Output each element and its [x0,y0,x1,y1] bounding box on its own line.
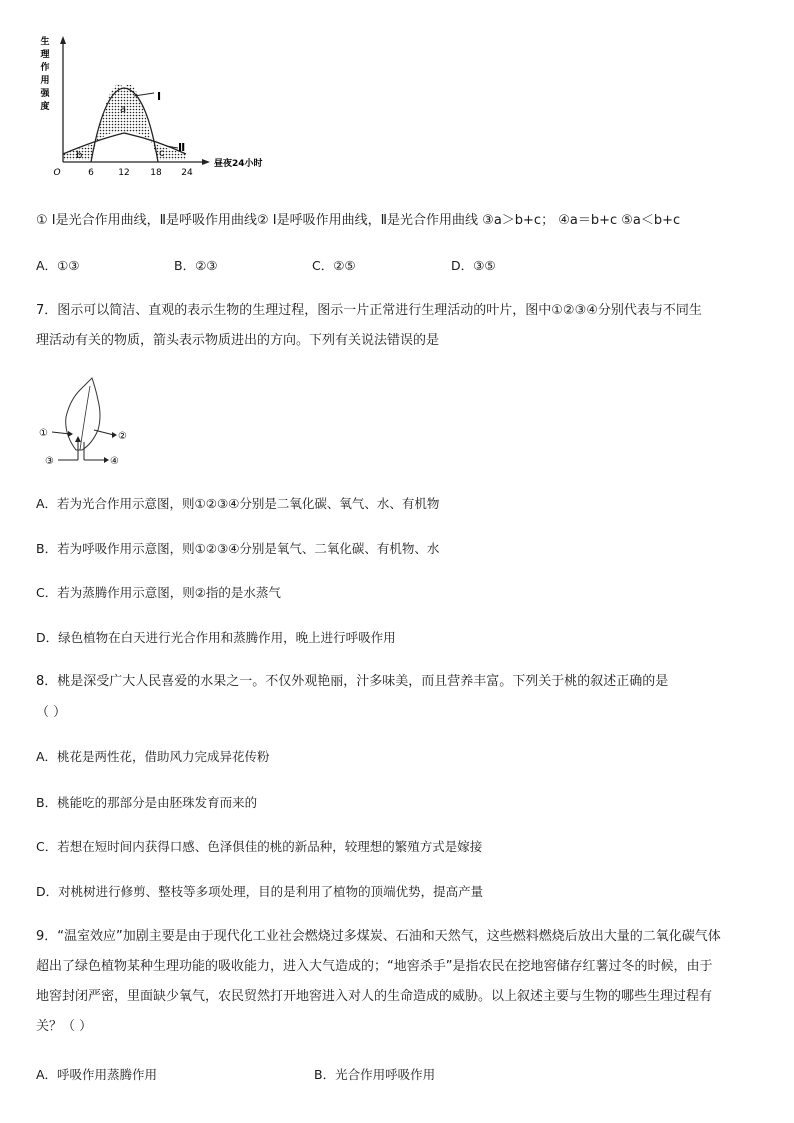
stem-up-head [75,436,81,442]
q7-stem-line2: 理活动有关的物质，箭头表示物质进出的方向。下列有关说法错误的是 [36,333,440,348]
q9-stem-line4: 关？（ ） [36,1019,93,1034]
y-axis-label-char: 度 [40,102,50,112]
arrow-4-head [104,457,109,463]
leaf-diagram [36,372,146,472]
x-tick-24: 24 [181,168,193,178]
x-tick-18: 18 [150,168,162,178]
region-c-label: c [159,148,165,159]
leaf-outline [66,378,100,450]
y-axis-label-char: 强 [40,89,50,99]
origin-label: O [53,168,61,178]
q6-option-d[interactable]: D．③⑤ [451,258,496,273]
q7-stem-line1: 7．图示可以简洁、直观的表示生物的生理过程，图示一片正常进行生理活动的叶片，图中①②③④分别代表与不同生 [36,303,702,318]
label-3: ③ [45,456,54,467]
y-axis-label-char: 作 [40,63,50,73]
label-1: ① [39,428,48,439]
q8-option-b[interactable]: B．桃能吃的那部分是由胚珠发育而来的 [36,795,258,810]
x-axis-arrow [202,159,210,165]
curve-ii-label: Ⅱ [178,141,186,154]
label-4: ④ [110,456,119,467]
label-2: ② [118,431,127,442]
region-b-label: b [76,150,83,161]
q9-option-b[interactable]: B．光合作用呼吸作用 [314,1067,436,1082]
x-axis-label: 昼夜24小时 [214,159,263,169]
arrow-1-head [68,431,73,437]
region-a-label: a [120,104,127,115]
q9-stem-line2: 超出了绿色植物某种生理功能的吸收能力，进入大气造成的；“地窖杀手”是指农民在挖地窖储存红薯过冬的时候，由于 [36,959,713,974]
q6-option-a[interactable]: A．①③ [36,258,80,273]
q9-stem-line1: 9．“温室效应”加剧主要是由于现代化工业社会燃烧过多煤炭、石油和天然气，这些燃料燃烧后放出大量的二氧化碳气体 [36,929,721,944]
q7-option-d[interactable]: D．绿色植物在白天进行光合作用和蒸腾作用，晚上进行呼吸作用 [36,630,396,645]
q8-option-c[interactable]: C．若想在短时间内获得口感、色泽俱佳的桃的新品种，较理想的繁殖方式是嫁接 [36,839,483,854]
q6-option-b[interactable]: B．②③ [174,258,218,273]
q9-option-a[interactable]: A．呼吸作用蒸腾作用 [36,1067,158,1082]
q6-option-c[interactable]: C．②⑤ [312,258,356,273]
y-axis-label-char: 生 [40,37,50,47]
q7-option-b[interactable]: B．若为呼吸作用示意图，则①②③④分别是氧气、二氧化碳、有机物、水 [36,541,440,556]
q8-answer-blank: （ ） [36,705,67,720]
arrow-2-head [112,432,117,438]
q6-statements: ① Ⅰ是光合作用曲线，Ⅱ是呼吸作用曲线② Ⅰ是呼吸作用曲线，Ⅱ是光合作用曲线 ③a＞b+c； ④a＝b+c ⑤a＜b+c [36,213,681,228]
y-axis-label-char: 用 [40,76,50,86]
photosynthesis-respiration-graph [36,30,296,190]
x-tick-6: 6 [88,168,94,178]
q8-option-d[interactable]: D．对桃树进行修剪、整枝等多项处理，目的是利用了植物的顶端优势，提高产量 [36,884,484,899]
q8-stem-line1: 8．桃是深受广大人民喜爱的水果之一。不仅外观艳丽，汁多味美，而且营养丰富。下列关于桃的叙述正确的是 [36,674,669,689]
curve-i-label: Ⅰ [157,90,162,103]
q9-stem-line3: 地窖封闭严密，里面缺少氧气，农民贸然打开地窖进入对人的生命造成的威胁。以上叙述主要与生物的哪些生理过程有 [36,989,713,1004]
q7-option-c[interactable]: C．若为蒸腾作用示意图，则②指的是水蒸气 [36,585,281,600]
y-axis-arrow [60,36,66,44]
leaf-vein [80,386,90,450]
y-axis-label-char: 理 [40,50,50,60]
q8-option-a[interactable]: A．桃花是两性花，借助风力完成异花传粉 [36,749,270,764]
q7-option-a[interactable]: A．若为光合作用示意图，则①②③④分别是二氧化碳、氧气、水、有机物 [36,496,440,511]
x-tick-12: 12 [118,168,130,178]
